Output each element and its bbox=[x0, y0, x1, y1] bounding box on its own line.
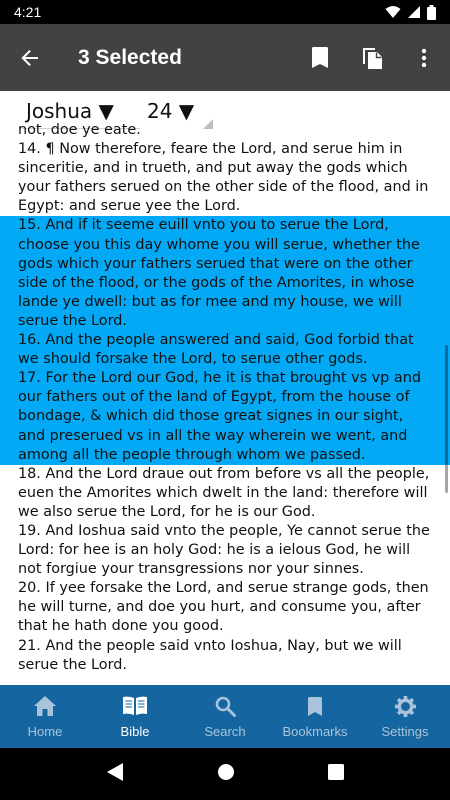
status-bar bbox=[0, 0, 450, 24]
selection-count-title: 3 Selected bbox=[78, 45, 182, 69]
verse-item[interactable]: 16. And the people answered and said, God forbid that we should forsake the Lord, to serue other gods. bbox=[0, 331, 450, 369]
scrollbar[interactable] bbox=[445, 345, 448, 493]
book-open-icon bbox=[122, 694, 148, 718]
bookmark-icon bbox=[308, 694, 322, 718]
nav-label: Bible bbox=[120, 724, 150, 739]
signal-icon bbox=[407, 5, 421, 19]
home-icon bbox=[34, 694, 56, 718]
status-icons bbox=[385, 5, 436, 20]
nav-bookmarks[interactable] bbox=[270, 685, 360, 748]
system-recents-button[interactable] bbox=[328, 764, 344, 784]
book-dropdown-value: Joshua ▼ bbox=[26, 99, 114, 123]
battery-icon bbox=[427, 5, 436, 20]
verse-item[interactable]: 21. And the people said vnto Ioshua, Nay, but we will serue the Lord. bbox=[18, 637, 402, 673]
nav-home[interactable] bbox=[0, 685, 90, 748]
bottom-navigation bbox=[0, 685, 450, 748]
nav-settings[interactable] bbox=[360, 685, 450, 748]
verse-item[interactable]: not, doe ye eate. bbox=[18, 122, 141, 138]
search-icon bbox=[215, 694, 236, 718]
verse-item[interactable]: 17. For the Lord our God, he it is that brought vs vp and our fathers out of the land of Egypt, from the house of bondage, & which did those great signes in our sight, and preserued vs in all the way wherein we went, and among all the people through whom we passed. bbox=[0, 369, 450, 464]
bible-text-view[interactable] bbox=[0, 122, 450, 685]
chapter-dropdown-value: 24 ▼ bbox=[147, 99, 195, 123]
system-navigation-bar bbox=[0, 748, 450, 800]
nav-label: Search bbox=[204, 724, 246, 739]
status-time: 4:21 bbox=[14, 4, 42, 20]
nav-bible[interactable] bbox=[90, 685, 180, 748]
nav-search[interactable] bbox=[180, 685, 270, 748]
square-recents-icon bbox=[328, 764, 344, 780]
bookmark-button[interactable] bbox=[294, 30, 346, 86]
circle-home-icon bbox=[217, 763, 235, 781]
system-back-button[interactable] bbox=[106, 762, 124, 786]
nav-label: Bookmarks bbox=[282, 724, 348, 739]
verse-list bbox=[0, 121, 450, 675]
nav-label: Home bbox=[27, 724, 63, 739]
more-vert-icon bbox=[421, 48, 427, 68]
wifi-icon bbox=[385, 5, 401, 19]
triangle-back-icon bbox=[106, 762, 124, 782]
copy-icon bbox=[361, 46, 383, 70]
verse-item[interactable]: 14. ¶ Now therefore, feare the Lord, and serue him in sinceritie, and in trueth, and put away the gods which your fathers serued on the other side of the flood, and in Egypt: and serue yee the Lord. bbox=[18, 141, 429, 215]
nav-label: Settings bbox=[381, 724, 429, 739]
verse-item[interactable]: 19. And Ioshua said vnto the people, Ye cannot serue the Lord: for hee is an holy God: he is a ielous God, he will not forgiue your transgressions nor your sinnes. bbox=[18, 522, 430, 578]
verse-item[interactable]: 15. And if it seeme euill vnto you to serue the Lord, choose you this day whome you will serue, whether the gods which your fathers serued that were on the other side of the flood, or the gods of the Amorites, in whose lande ye dwell: but as for mee and my house, we will serue the Lord. bbox=[0, 216, 450, 331]
bookmark-icon bbox=[312, 47, 328, 68]
copy-button[interactable] bbox=[346, 30, 398, 86]
verse-item[interactable]: 20. If yee forsake the Lord, and serue strange gods, then he will turne, and doe you hurt, and consume you, after that he hath done you good. bbox=[18, 580, 429, 635]
system-home-button[interactable] bbox=[217, 763, 235, 785]
gear-icon bbox=[395, 694, 416, 718]
action-bar bbox=[0, 24, 450, 91]
verse-item[interactable]: 18. And the Lord draue out from before vs all the people, euen the Amorites which dwelt in the land: therefore will we also serue the Lord, for he is our God. bbox=[18, 465, 430, 520]
back-button[interactable] bbox=[2, 30, 58, 86]
arrow-back-icon bbox=[20, 48, 40, 68]
overflow-menu-button[interactable] bbox=[398, 30, 450, 86]
